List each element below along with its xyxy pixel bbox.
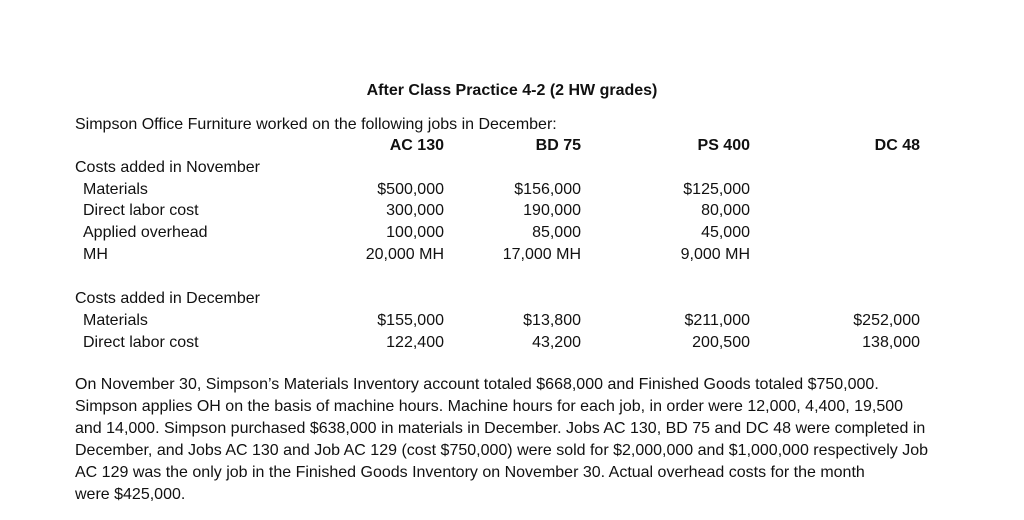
cell-dc48-materials-dec: $252,000 (853, 312, 920, 329)
paragraph-line: AC 129 was the only job in the Finished Goods Inventory on November 30. Actual overhead costs for the month (75, 464, 865, 481)
row-label-materials-dec: Materials (83, 312, 148, 329)
column-header-bd75: BD 75 (535, 137, 581, 154)
column-header-ps400: PS 400 (697, 137, 750, 154)
cell-ac130-labor-dec: 122,400 (386, 334, 444, 351)
intro-text: Simpson Office Furniture worked on the following jobs in December: (75, 116, 557, 133)
cell-ac130-overhead: 100,000 (386, 224, 444, 241)
paragraph-line: and 14,000. Simpson purchased $638,000 in materials in December. Jobs AC 130, BD 75 and DC 48 were completed in (75, 420, 926, 437)
column-header-dc48: DC 48 (874, 137, 920, 154)
cell-ps400-labor-nov: 80,000 (701, 202, 750, 219)
cell-ps400-materials-dec: $211,000 (684, 312, 750, 329)
section-label-december: Costs added in December (75, 290, 260, 307)
row-label-direct-labor-nov: Direct labor cost (83, 202, 199, 219)
cell-ac130-labor-nov: 300,000 (386, 202, 444, 219)
cell-bd75-materials-nov: $156,000 (514, 181, 581, 198)
cell-dc48-labor-dec: 138,000 (862, 334, 920, 351)
cell-ac130-materials-dec: $155,000 (377, 312, 444, 329)
paragraph-line: December, and Jobs AC 130 and Job AC 129 (cost $750,000) were sold for $2,000,000 and $1,000,000 respectively Job (75, 442, 929, 459)
section-label-november: Costs added in November (75, 159, 260, 176)
row-label-mh: MH (83, 246, 108, 263)
problem-paragraph (75, 374, 950, 506)
cell-bd75-labor-nov: 190,000 (523, 202, 581, 219)
paragraph-line: were $425,000. (75, 486, 186, 503)
cell-ac130-materials-nov: $500,000 (377, 181, 444, 198)
cell-ps400-materials-nov: $125,000 (683, 181, 750, 198)
cell-bd75-mh: 17,000 MH (502, 246, 581, 263)
row-label-materials-nov: Materials (83, 181, 148, 198)
cell-ps400-labor-dec: 200,500 (692, 334, 750, 351)
cell-bd75-labor-dec: 43,200 (532, 334, 581, 351)
row-label-direct-labor-dec: Direct labor cost (83, 334, 199, 351)
cell-ps400-mh: 9,000 MH (680, 246, 750, 263)
paragraph-line: On November 30, Simpson’s Materials Inventory account totaled $668,000 and Finished Goods totaled $750,000. (75, 376, 879, 393)
column-header-ac130: AC 130 (389, 137, 444, 154)
cell-ps400-overhead: 45,000 (701, 224, 750, 241)
row-label-applied-overhead: Applied overhead (83, 224, 208, 241)
paragraph-line: Simpson applies OH on the basis of machine hours. Machine hours for each job, in order were 12,000, 4,400, 19,500 (75, 398, 904, 415)
cell-bd75-materials-dec: $13,800 (523, 312, 581, 329)
document-title: After Class Practice 4-2 (2 HW grades) (366, 82, 658, 99)
cell-bd75-overhead: 85,000 (532, 224, 581, 241)
cell-ac130-mh: 20,000 MH (365, 246, 444, 263)
